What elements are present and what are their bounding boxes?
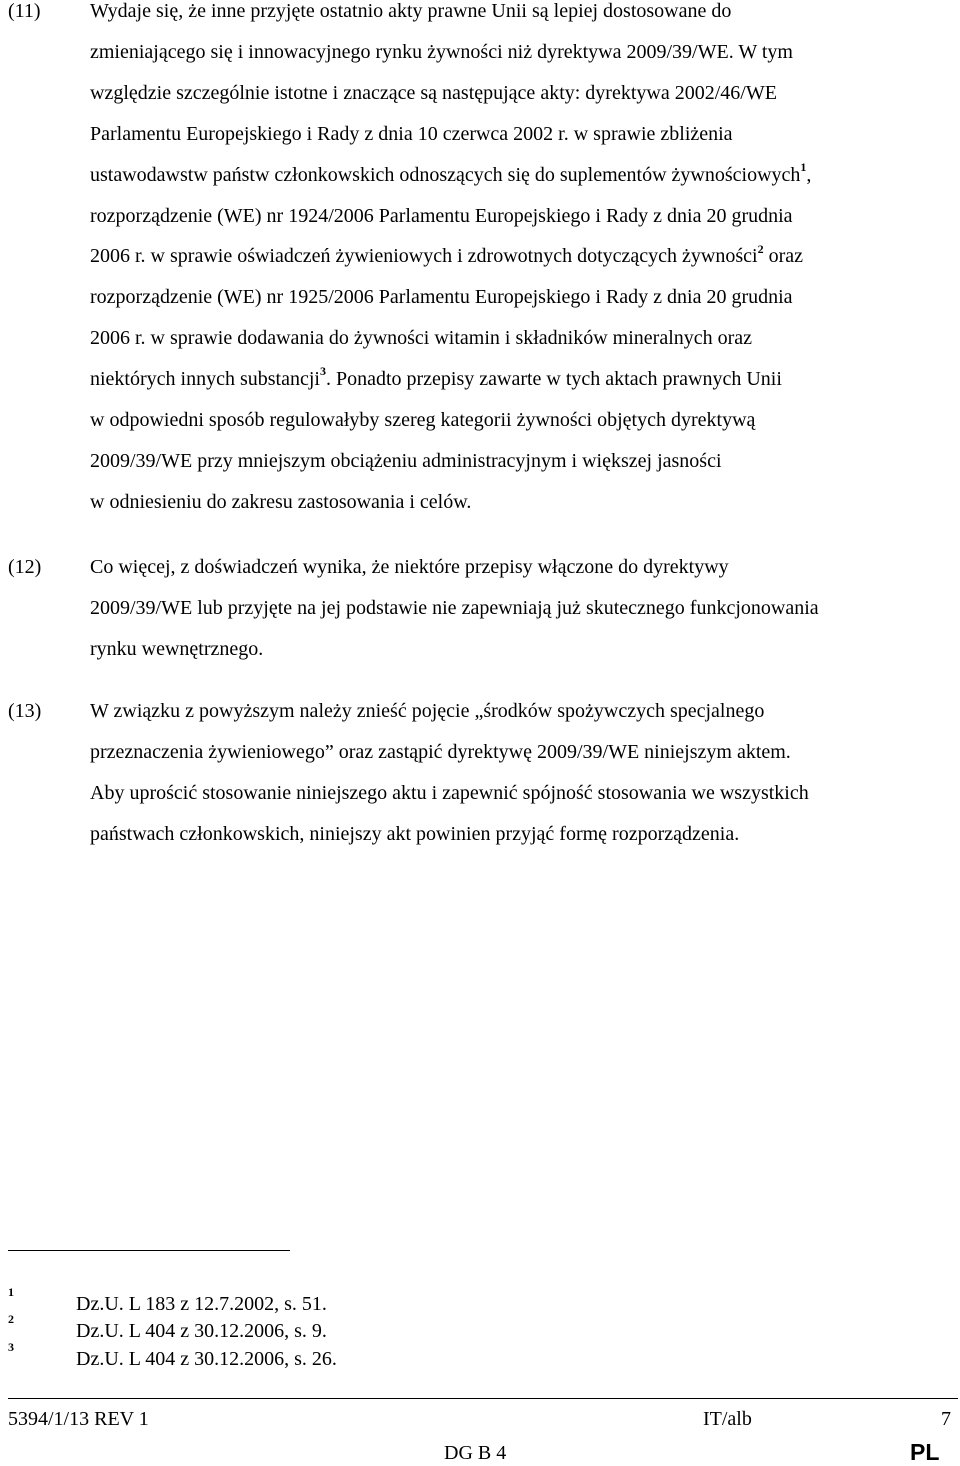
text-line — [90, 732, 791, 773]
text-segment: względzie szczególnie istotne i znaczące są następujące akty: dyrektywa 2002/46/WE — [90, 81, 777, 104]
footnote-separator — [8, 1250, 290, 1251]
text-line — [90, 73, 777, 114]
text-segment: w odpowiedni sposób regulowałyby szereg kategorii żywności objętych dyrektywą — [90, 409, 756, 431]
text-segment: . Ponadto przepisy zawarte w tych aktach prawnych Unii — [325, 368, 782, 391]
text-segment: zmieniającego się i innowacyjnego rynku żywności niż dyrektywa 2009/39/WE. W tym — [90, 40, 793, 63]
recital-number: (12) — [8, 556, 42, 578]
text-line — [90, 318, 752, 359]
text-line — [90, 155, 811, 196]
footnote-number: 1 — [8, 1285, 14, 1299]
footnote — [0, 1312, 960, 1346]
recital-number: (13) — [8, 700, 42, 722]
text-line — [90, 482, 471, 523]
footnote — [0, 1340, 960, 1374]
footnote-text: Dz.U. L 404 z 30.12.2006, s. 26. — [76, 1348, 337, 1370]
footnote-ref: 3 — [319, 364, 326, 379]
recital-number: (11) — [8, 0, 41, 22]
text-line — [90, 588, 819, 629]
directorate: DG B 4 — [444, 1442, 507, 1464]
text-segment: ustawodawstw państw członkowskich odnoszących się do suplementów żywnościowych — [90, 163, 801, 186]
text-segment: W związku z powyższym należy znieść pojęcie „środków spożywczych specjalnego — [90, 700, 765, 722]
text-segment: 2006 r. w sprawie oświadczeń żywieniowych i zdrowotnych dotyczących żywności — [90, 245, 758, 268]
text-segment: 2006 r. w sprawie dodawania do żywności witamin i składników mineralnych oraz — [90, 327, 753, 350]
text-line — [90, 814, 739, 855]
text-line — [90, 691, 764, 732]
text-line — [90, 547, 729, 588]
text-segment: Co więcej, z doświadczeń wynika, że niektóre przepisy włączone do dyrektywy — [90, 556, 729, 578]
text-segment: w odniesieniu do zakresu zastosowania i celów. — [90, 490, 472, 513]
footer-rule — [8, 1398, 958, 1399]
text-line — [90, 277, 793, 318]
text-segment: przeznaczenia żywieniowego” oraz zastąpić dyrektywę 2009/39/WE niniejszym aktem. — [90, 740, 791, 763]
footnote-ref: 1 — [800, 159, 807, 174]
text-segment: Parlamentu Europejskiego i Rady z dnia 10 czerwca 2002 r. w sprawie zbliżenia — [90, 122, 733, 145]
text-line — [90, 629, 263, 670]
text-line — [90, 0, 731, 32]
text-segment: państwach członkowskich, niniejszy akt powinien przyjąć formę rozporządzenia. — [90, 822, 740, 845]
text-line — [90, 400, 755, 441]
text-segment: 2009/39/WE lub przyjęte na jej podstawie nie zapewniają już skutecznego funkcjonowania — [90, 596, 819, 619]
text-segment: rozporządzenie (WE) nr 1925/2006 Parlamentu Europejskiego i Rady z dnia 20 grudnia — [90, 286, 793, 309]
text-segment: oraz — [763, 245, 803, 268]
text-segment: Wydaje się, że inne przyjęte ostatnio akty prawne Unii są lepiej dostosowane do — [90, 0, 732, 22]
text-line — [90, 196, 793, 237]
text-segment: niektórych innych substancji — [90, 368, 320, 391]
text-segment: rynku wewnętrznego. — [90, 637, 264, 660]
footnote-text: Dz.U. L 404 z 30.12.2006, s. 9. — [76, 1320, 327, 1342]
footnote-ref: 2 — [757, 241, 764, 256]
text-segment: 2009/39/WE przy mniejszym obciążeniu administracyjnym i większej jasności — [90, 449, 722, 472]
footnote-text: Dz.U. L 183 z 12.7.2002, s. 51. — [76, 1293, 327, 1315]
author-initials: IT/alb — [703, 1408, 752, 1430]
page-number: 7 — [941, 1408, 951, 1430]
language-code: PL — [910, 1439, 940, 1465]
footnote-number: 2 — [8, 1312, 14, 1326]
text-line — [90, 359, 782, 400]
text-line — [90, 441, 722, 482]
footnote — [0, 1285, 960, 1319]
text-segment: rozporządzenie (WE) nr 1924/2006 Parlamentu Europejskiego i Rady z dnia 20 grudnia — [90, 204, 793, 227]
footnote-number: 3 — [8, 1340, 14, 1354]
text-line — [90, 773, 809, 814]
text-segment: Aby uprościć stosowanie niniejszego aktu i zapewnić spójność stosowania we wszystkich — [90, 781, 809, 804]
doc-reference: 5394/1/13 REV 1 — [8, 1408, 149, 1430]
text-line — [90, 32, 793, 73]
text-line — [90, 236, 803, 277]
text-line — [90, 114, 733, 155]
text-segment: , — [806, 163, 812, 186]
